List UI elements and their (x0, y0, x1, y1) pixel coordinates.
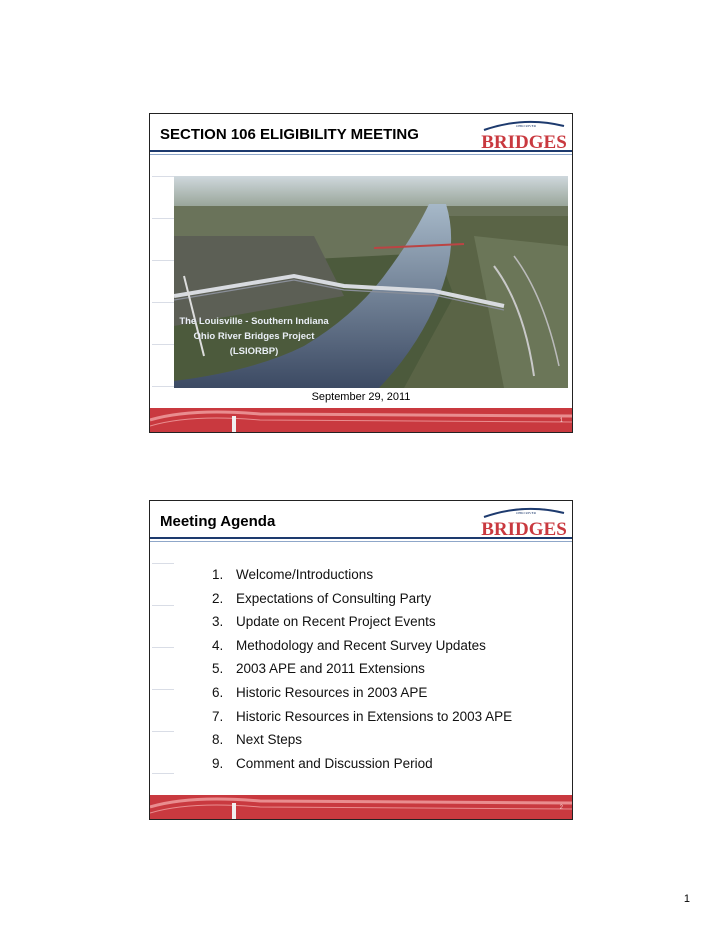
slide-title: SECTION 106 ELIGIBILITY MEETING (160, 126, 419, 143)
title-rule-thin (150, 541, 572, 542)
agenda-item: 9. Comment and Discussion Period (212, 755, 433, 771)
title-rule-thin (150, 154, 572, 155)
agenda-item: 5. 2003 APE and 2011 Extensions (212, 661, 425, 677)
side-rules (152, 158, 174, 402)
agenda-item: 1. Welcome/Introductions (212, 567, 374, 582)
agenda-item: 2. Expectations of Consulting Party (212, 590, 432, 606)
footer-bar (150, 408, 572, 432)
slide-number: 2 (559, 805, 563, 811)
agenda-item: 4. Methodology and Recent Survey Updates (212, 637, 486, 653)
photo-caption-line-1: The Louisville - Southern Indiana (179, 316, 329, 327)
logo-subtext: OHIO RIVER (515, 124, 537, 128)
logo-subtext: OHIO RIVER (515, 511, 537, 515)
agenda-item: 7. Historic Resources in Extensions to 2003 APE (212, 708, 513, 724)
page-number: 1 (683, 893, 690, 905)
agenda-item: 3. Update on Recent Project Events (212, 614, 436, 630)
title-rule (150, 150, 572, 152)
logo-text: BRIDGES (481, 519, 567, 537)
logo-text: BRIDGES (481, 132, 567, 150)
bridges-logo (478, 505, 570, 537)
title-rule (150, 537, 572, 539)
agenda-item: 6. Historic Resources in 2003 APE (212, 684, 428, 700)
photo-caption-line-3: (LSIORBP) (229, 346, 279, 357)
slide-title: Meeting Agenda (160, 513, 276, 530)
footer-bar (150, 795, 572, 819)
photo-caption-line-2: Ohio River Bridges Project (193, 331, 315, 342)
slide-date: September 29, 2011 (311, 391, 411, 403)
photo-caption (174, 314, 334, 359)
slide-2 (149, 500, 573, 820)
agenda-list (212, 563, 512, 775)
side-rules (152, 545, 174, 789)
agenda-item: 8. Next Steps (212, 732, 303, 748)
slide-1 (149, 113, 573, 433)
bridges-logo (478, 118, 570, 150)
slide-number: 1 (559, 418, 563, 424)
